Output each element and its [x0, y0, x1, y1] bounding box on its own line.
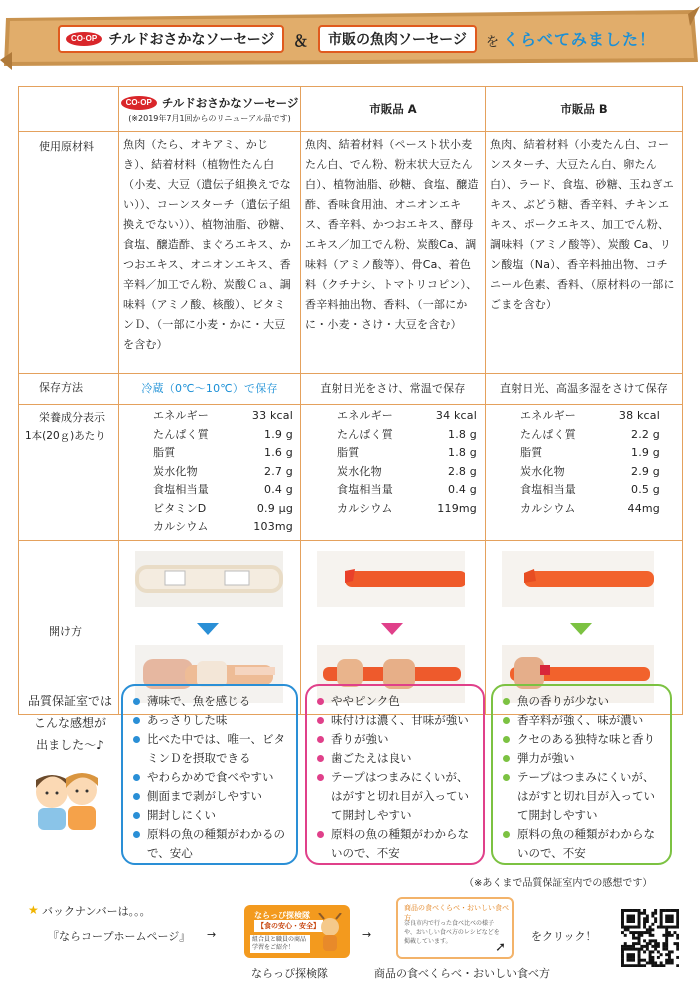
label-nutrition-sub: 1本(20ｇ)あたり — [25, 430, 106, 442]
nutrition-key: 炭水化物 — [520, 464, 565, 478]
impressions-intro-line: 品質保証室では — [27, 694, 112, 708]
nutrition-row — [337, 407, 485, 426]
impressions-coop — [121, 684, 298, 865]
nutrition-row — [520, 444, 682, 463]
nutrition-b — [486, 405, 683, 541]
nutrition-value: 0.5 g — [631, 483, 660, 497]
cursor-icon: ➚ — [495, 940, 506, 955]
nutrition-key: カルシウム — [337, 501, 393, 515]
nutrition-value: 44mg — [627, 501, 660, 515]
homepage-link[interactable]: 『ならコープホームページ』 — [48, 930, 191, 943]
impression-item: テープはつまみにくいが、はがすと切れ目が入っていて開封しやすい — [501, 768, 662, 825]
impression-item: 原料の魚の種類がわかるので、安心 — [131, 825, 288, 863]
row-ingredients — [19, 132, 683, 374]
tanken-tag: 【食の安心・安全】 — [254, 920, 323, 932]
nutrition-value: 1.9 g — [264, 427, 293, 441]
impressions-list — [315, 692, 475, 863]
impression-item: 歯ごたえは良い — [315, 749, 475, 768]
nutrition-key: たんぱく質 — [153, 427, 209, 441]
nutrition-row — [153, 463, 300, 482]
coop-logo-icon: CO·OP — [121, 96, 157, 110]
nutrition-value: 2.8 g — [448, 464, 477, 478]
row-storage — [19, 374, 683, 405]
nutrition-row — [520, 463, 682, 482]
impression-item: 弾力が強い — [501, 749, 662, 768]
ingredients-a: 魚肉、結着材料（ペースト状小麦たん白、でん粉、粉末状大豆たん白）、植物油脂、砂糖、食塩、醸造酢、香味食用油、オニオンエキス、香辛料、かつおエキス、酵母エキス／加工でん粉、炭酸Ca、調味料（アミノ酸等）、骨Ca、着色料（クチナシ、トマトリコピン）、香辛料抽出物、香料、（一部にかに・小麦・さけ・大豆を含む） — [301, 132, 486, 374]
arrow-down-icon — [570, 623, 592, 635]
nutrition-row — [153, 518, 300, 537]
banner-compare-text: くらべてみました！ — [503, 30, 657, 49]
title-banner — [0, 0, 700, 76]
impressions-intro — [20, 690, 120, 756]
narappi-tanken-banner[interactable] — [244, 905, 350, 958]
nutrition-row — [337, 481, 485, 500]
impressions-a — [305, 684, 485, 865]
impression-item: 原料の魚の種類がわからないので、不安 — [501, 825, 662, 863]
qr-code-icon[interactable] — [621, 909, 679, 967]
storage-a: 直射日光をさけ、常温で保存 — [301, 374, 486, 405]
header-coop-product — [119, 87, 301, 132]
label-ingredients: 使用原材料 — [19, 132, 119, 374]
nutrition-value: 119mg — [437, 501, 477, 515]
nutrition-key: 食塩相当量 — [337, 483, 393, 497]
nutrition-key: たんぱく質 — [520, 427, 576, 441]
banner-title-coop: チルドおさかなソーセージ — [108, 32, 275, 48]
nutrition-key: ビタミンD — [153, 501, 207, 515]
impression-item: やわらかめで食べやすい — [131, 768, 288, 787]
photo-b-closed — [502, 551, 654, 607]
impression-item: ややピンク色 — [315, 692, 475, 711]
impression-item: 魚の香りが少ない — [501, 692, 662, 711]
label-storage: 保存方法 — [19, 374, 119, 405]
photo-a-closed — [317, 551, 465, 607]
header-renewal-note: (※2019年7月1回からのリニューアル品です) — [128, 113, 291, 123]
nutrition-key: 脂質 — [520, 446, 543, 460]
nutrition-a — [301, 405, 486, 541]
nutrition-value: 103mg — [253, 520, 293, 534]
tabe-desc: 奈良市内で行った食べ比べの様子や、おいしい食べ方のレシピなどを掲載しています。 — [404, 920, 500, 945]
nutrition-value: 34 kcal — [435, 409, 477, 423]
arrow-right-icon: → — [362, 928, 372, 941]
nutrition-key: たんぱく質 — [337, 427, 393, 441]
tanken-caption: ならっぴ探検隊 — [251, 967, 328, 980]
label-opening: 開け方 — [19, 541, 119, 715]
nutrition-row — [153, 444, 300, 463]
nutrition-row — [520, 481, 682, 500]
nutrition-list-b — [486, 407, 682, 518]
row-nutrition — [19, 405, 683, 541]
nutrition-value: 2.9 g — [631, 464, 660, 478]
nutrition-row — [337, 463, 485, 482]
storage-coop: 冷蔵（0℃～10℃）で保存 — [119, 374, 301, 405]
nutrition-list-a — [301, 407, 485, 518]
label-nutrition-title: 栄養成分表示 — [39, 411, 105, 424]
impression-item: 開封しにくい — [131, 806, 288, 825]
impression-item: あっさりした味 — [131, 711, 288, 730]
nutrition-key: 食塩相当量 — [153, 483, 209, 497]
banner-product-title — [58, 25, 284, 53]
nutrition-key: エネルギー — [337, 409, 393, 423]
nutrition-value: 2.2 g — [631, 427, 660, 441]
nutrition-row — [520, 500, 682, 519]
tanken-desc: 組合員と職員の商品学習をご紹介！ — [250, 935, 310, 953]
star-icon: ★ — [28, 903, 39, 917]
nutrition-key: 脂質 — [337, 446, 360, 460]
nutrition-list-coop — [119, 407, 300, 537]
banner-particle: を — [486, 35, 500, 50]
nutrition-value: 1.6 g — [264, 446, 293, 460]
nutrition-coop — [119, 405, 301, 541]
nutrition-row — [520, 407, 682, 426]
nutrition-value: 0.4 g — [264, 483, 293, 497]
impression-item: 原料の魚の種類がわからないので、不安 — [315, 825, 475, 863]
header-empty — [19, 87, 119, 132]
nutrition-key: 炭水化物 — [337, 464, 382, 478]
tabe-title: 商品の食べくらべ・おいしい食べ方 — [404, 904, 509, 922]
impression-item: テープはつまみにくいが、はがすと切れ目が入っていて開封しやすい — [315, 768, 475, 825]
impressions-intro-line: 出ました～♪ — [36, 738, 104, 752]
click-instruction: をクリック！ — [531, 930, 597, 943]
nutrition-value: 38 kcal — [618, 409, 660, 423]
nutrition-row — [520, 426, 682, 445]
nutrition-row — [153, 426, 300, 445]
deer-mascot-icon — [316, 913, 344, 953]
label-nutrition — [19, 405, 119, 541]
arrow-down-icon — [197, 623, 219, 635]
impressions-list — [131, 692, 288, 863]
nutrition-key: 脂質 — [153, 446, 176, 460]
storage-b: 直射日光、高温多湿をさけて保存 — [486, 374, 683, 405]
tanken-title: ならっぴ探検隊 — [254, 911, 310, 920]
coop-logo-icon: CO·OP — [66, 32, 102, 46]
nutrition-value: 0.4 g — [448, 483, 477, 497]
nutrition-value: 1.8 g — [448, 446, 477, 460]
nutrition-row — [153, 407, 300, 426]
banner-ampersand: ＆ — [293, 32, 309, 50]
impression-item: 薄味で、魚を感じる — [131, 692, 288, 711]
nutrition-key: カルシウム — [520, 501, 576, 515]
nutrition-value: 0.9 μg — [256, 501, 293, 515]
comparison-table — [18, 86, 683, 715]
nutrition-value: 1.8 g — [448, 427, 477, 441]
header-product-b: 市販品 B — [486, 87, 683, 132]
impressions-b — [491, 684, 672, 865]
impressions-list — [501, 692, 662, 863]
nutrition-key: 炭水化物 — [153, 464, 198, 478]
impression-item: 比べた中では、唯一、ビタミンＤを摂取できる — [131, 730, 288, 768]
ingredients-b: 魚肉、結着材料（小麦たん白、コーンスターチ、大豆たん白、卵たん白）、ラード、食塩、砂糖、玉ねぎエキス、ぶどう糖、香辛料、チキンエキス、ポークエキス、加工でん粉、調味料（アミノ酸等）、炭酸 Ca、リン酸塩（Na）、香辛料抽出物、コチニール色素、香料、（原材料の一部にごまを含む） — [486, 132, 683, 374]
nutrition-key: エネルギー — [520, 409, 576, 423]
impression-item: 側面まで剥がしやすい — [131, 787, 288, 806]
tabe-caption: 商品の食べくらべ・おいしい食べ方 — [374, 967, 550, 980]
tabekurabe-banner[interactable] — [396, 897, 514, 959]
backnumber-text: バックナンバーは。。。 — [42, 905, 151, 918]
header-product-a: 市販品 A — [301, 87, 486, 132]
photo-coop-closed — [135, 551, 283, 607]
nutrition-row — [337, 500, 485, 519]
impression-item: クセのある独特な味と香り — [501, 730, 662, 749]
impressions-disclaimer: （※あくまで品質保証室内での感想です） — [464, 878, 653, 889]
impression-item: 香辛料が強く、味が濃い — [501, 711, 662, 730]
nutrition-key: エネルギー — [153, 409, 209, 423]
table-header-row — [19, 87, 683, 132]
nutrition-row — [153, 500, 300, 519]
ingredients-coop: 魚肉（たら、オキアミ、かじき）、結着材料（植物性たん白（小麦、大豆（遺伝子組換えでない））、コーンスターチ（遺伝子組換えでない））、植物油脂、砂糖、食塩、醸造酢、まぐろエキス、かつおエキス、オニオンエキス、香辛料／加工でん粉、炭酸Ｃａ、調味料（アミノ酸、核酸）、ビタミンＤ、（一部に小麦・かに・大豆を含む） — [119, 132, 301, 374]
impressions-intro-line: こんな感想が — [33, 716, 106, 730]
nutrition-value: 1.9 g — [631, 446, 660, 460]
staff-illustration — [28, 766, 104, 830]
nutrition-key: 食塩相当量 — [520, 483, 576, 497]
nutrition-row — [337, 444, 485, 463]
banner-title-commercial: 市販の魚肉ソーセージ — [318, 25, 477, 53]
impression-item: 香りが強い — [315, 730, 475, 749]
nutrition-row — [337, 426, 485, 445]
nutrition-row — [153, 481, 300, 500]
impression-item: 味付けは濃く、甘味が強い — [315, 711, 475, 730]
nutrition-key: カルシウム — [153, 520, 209, 534]
nutrition-value: 2.7 g — [264, 464, 293, 478]
nutrition-value: 33 kcal — [251, 409, 293, 423]
arrow-down-icon — [381, 623, 403, 635]
header-coop-title: チルドおさかなソーセージ — [161, 95, 299, 110]
arrow-right-icon: → — [207, 928, 217, 941]
